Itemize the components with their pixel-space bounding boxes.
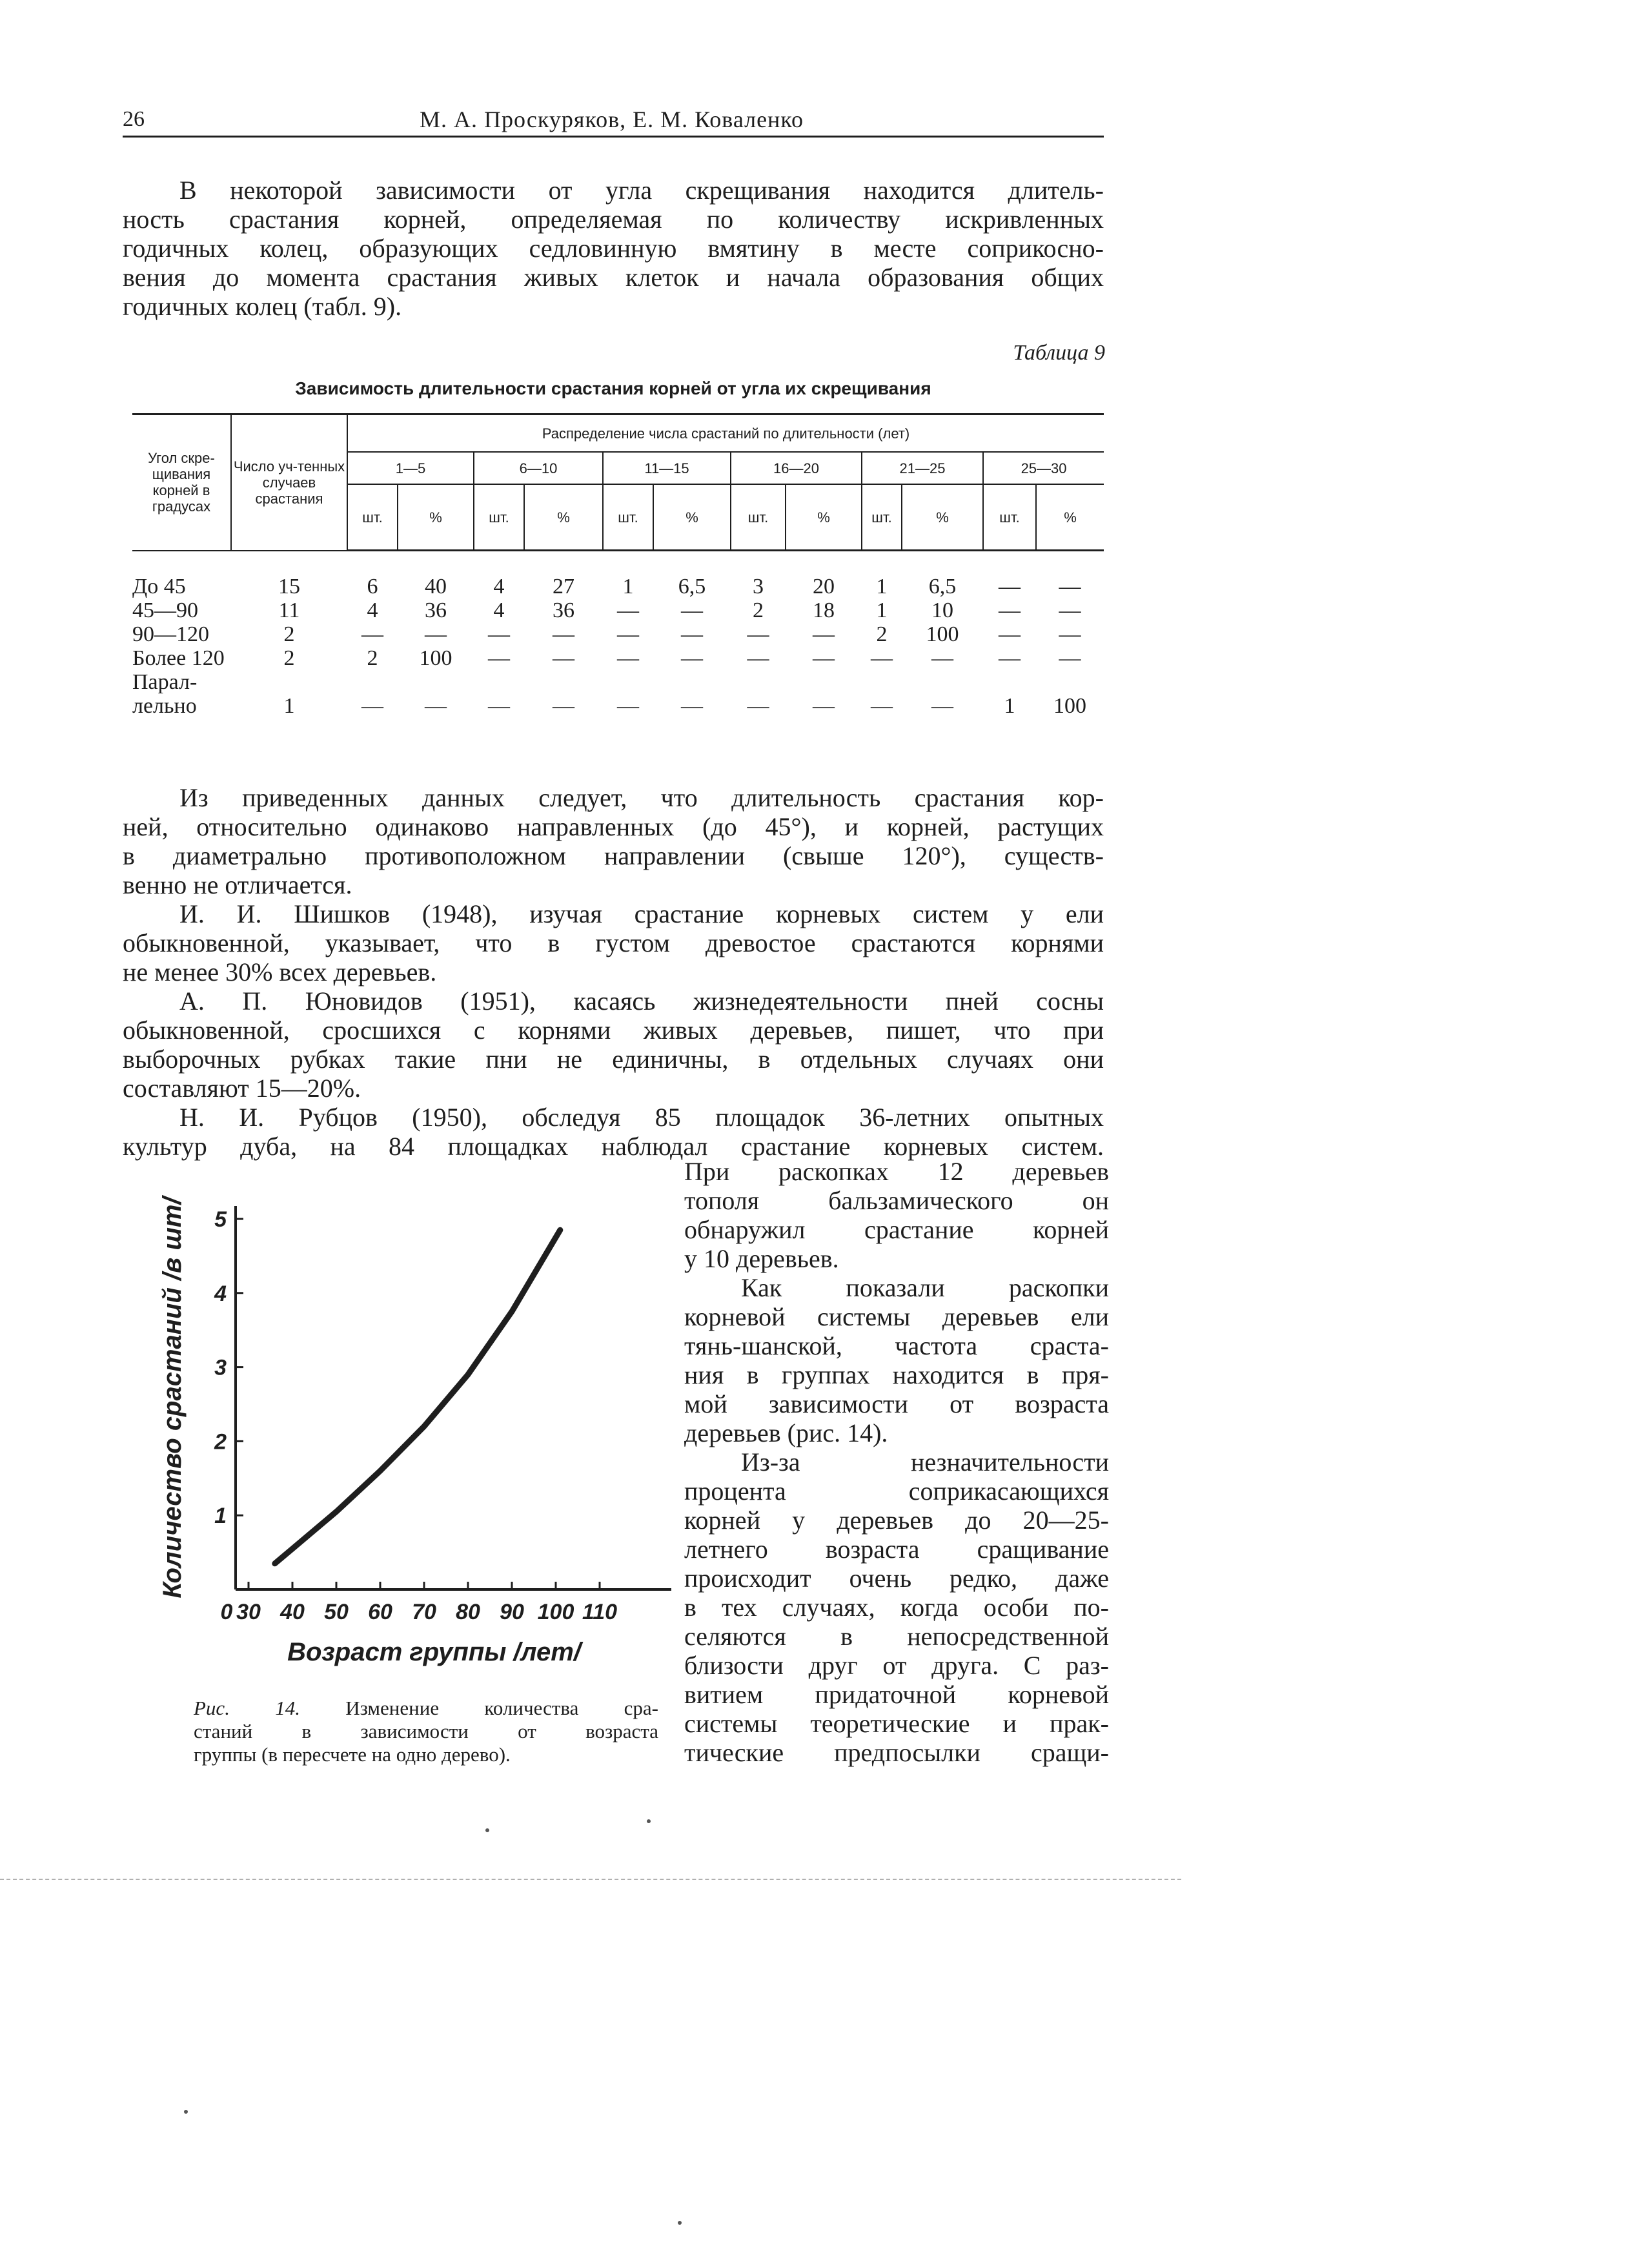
x-tick-label: 50 — [324, 1600, 349, 1624]
y-tick-label: 5 — [214, 1207, 227, 1232]
text-line: обыкновенной, указывает, что в густом древостое срастаются корнями — [123, 928, 1104, 957]
table-cell: 2 — [283, 646, 295, 670]
table-cell: — — [747, 622, 769, 646]
x-tick-label: 40 — [280, 1600, 305, 1624]
text-line: корней у деревьев до 20—25- — [684, 1506, 1109, 1535]
x-tick-label: 0 — [220, 1600, 233, 1624]
table-cell: — — [871, 646, 893, 670]
table-cell: — — [813, 646, 835, 670]
table-cell: 1 — [622, 575, 634, 598]
series-line — [275, 1230, 560, 1564]
caption-line: Изменение количества сра- — [345, 1697, 658, 1719]
text-line: А. П. Юновидов (1951), касаясь жизнедеятельности пней сосны — [179, 986, 1104, 1016]
text-line: не менее 30% всех деревьев. — [123, 957, 437, 986]
text-line: венно не отличается. — [123, 870, 352, 899]
table-cell: — — [931, 646, 953, 670]
table-cell: 36 — [553, 598, 574, 622]
table-cell: 20 — [813, 575, 835, 598]
y-tick-label: 2 — [214, 1429, 227, 1455]
table-cell: — — [425, 622, 447, 646]
side-column-text — [684, 1157, 1109, 1767]
table-row — [132, 670, 1104, 718]
x-tick-label: 80 — [456, 1600, 480, 1624]
header-unit-pcs: шт. — [862, 484, 902, 551]
table-cell: — — [681, 694, 703, 718]
text-line: близости друг от друга. С раз- — [684, 1651, 1109, 1680]
header-unit-pct: % — [398, 484, 474, 551]
x-tick-label: 30 — [236, 1600, 261, 1624]
header-unit-pct: % — [524, 484, 603, 551]
row-label: До 45 — [132, 575, 186, 598]
table-cell: 10 — [931, 598, 953, 622]
header-unit-pcs: шт. — [983, 484, 1036, 551]
header-rule — [123, 136, 1104, 138]
table-cell: 4 — [493, 575, 505, 598]
table-cell: 2 — [367, 646, 378, 670]
text-line: вения до момента срастания живых клеток и начала образования общих — [123, 263, 1104, 292]
text-line: корневой системы деревьев ели — [684, 1302, 1109, 1331]
table-cell: 1 — [876, 598, 888, 622]
table-cell: — — [1059, 598, 1081, 622]
header-range: 16—20 — [731, 452, 862, 484]
table-cell: 100 — [926, 622, 959, 646]
text-line: культур дуба, на 84 площадках наблюдал срастание корневых систем. — [123, 1132, 1104, 1161]
table-cell: 2 — [876, 622, 888, 646]
x-tick-label: 90 — [500, 1600, 524, 1624]
table-cell: — — [931, 694, 953, 718]
text-line: витием придаточной корневой — [684, 1680, 1109, 1709]
row-label: 90—120 — [132, 622, 209, 646]
table-cell: — — [999, 598, 1021, 622]
data-table — [132, 413, 1104, 718]
text-line: системы теоретические и прак- — [684, 1709, 1109, 1738]
table-cell: 6 — [367, 575, 378, 598]
table-cell: 1 — [1004, 694, 1015, 718]
table-label: Таблица 9 — [1013, 341, 1105, 365]
scan-speck — [647, 1819, 651, 1823]
figure-caption — [194, 1697, 658, 1766]
text-line: селяются в непосредственной — [684, 1622, 1109, 1651]
header-angle: Угол скре-щивания корней в градусах — [132, 414, 231, 551]
page-number: 26 — [123, 107, 145, 131]
text-line: выборочных рубках такие пни не единичны, в отдельных случаях они — [123, 1045, 1104, 1074]
table-cell: — — [488, 622, 510, 646]
table-cell: — — [1059, 622, 1081, 646]
text-line: годичных колец (табл. 9). — [123, 292, 402, 321]
table-cell: — — [617, 646, 639, 670]
table-cell: 11 — [278, 598, 300, 622]
chart-svg — [155, 1181, 697, 1672]
text-line: составляют 15—20%. — [123, 1074, 361, 1103]
table-cell: — — [871, 694, 893, 718]
x-tick-label: 110 — [582, 1600, 618, 1624]
text-line: мой зависимости от возраста — [684, 1389, 1109, 1418]
running-head: М. А. Проскуряков, Е. М. Коваленко — [420, 107, 804, 132]
text-line: ность срастания корней, определяемая по количеству искривленных — [123, 205, 1104, 234]
table-cell: 1 — [876, 575, 888, 598]
scan-speck — [485, 1828, 489, 1832]
y-tick-label: 4 — [214, 1281, 227, 1306]
table-cell: — — [813, 622, 835, 646]
table-cell: — — [617, 622, 639, 646]
header-unit-pcs: шт. — [731, 484, 786, 551]
text-line: ней, относительно одинаково направленных (до 45°), и корней, растущих — [123, 812, 1104, 841]
header-unit-pcs: шт. — [474, 484, 524, 551]
table-cell: — — [361, 694, 383, 718]
text-line: Из-за незначительности — [741, 1447, 1109, 1476]
text-line: При раскопках 12 деревьев — [684, 1157, 1109, 1186]
text-line: процента соприкасающихся — [684, 1476, 1109, 1506]
x-tick-label: 100 — [537, 1600, 574, 1624]
table-title: Зависимость длительности срастания корней от угла их скрещивания — [295, 378, 931, 398]
scan-speck — [678, 2221, 682, 2225]
table-cell: 6,5 — [928, 575, 957, 598]
header-unit-pcs: шт. — [347, 484, 398, 551]
table-cell: — — [681, 598, 703, 622]
text-line: Н. И. Рубцов (1950), обследуя 85 площадок 36-летних опытных — [179, 1103, 1104, 1132]
intro-paragraph — [123, 176, 1104, 321]
table-cell: 27 — [553, 575, 574, 598]
table-cell: 3 — [753, 575, 764, 598]
header-range: 25—30 — [983, 452, 1104, 484]
table-cell: — — [488, 694, 510, 718]
table-row — [132, 646, 1104, 670]
table-cell: — — [488, 646, 510, 670]
figure-label: Рис. 14. — [194, 1697, 300, 1719]
table-cell: — — [1059, 575, 1081, 598]
caption-line: группы (в пересчете на одно дерево). — [194, 1743, 511, 1766]
table-cell: 2 — [283, 622, 295, 646]
table-cell: — — [999, 575, 1021, 598]
table-cell: — — [617, 694, 639, 718]
header-range: 21—25 — [862, 452, 983, 484]
text-line: Из приведенных данных следует, что длительность срастания кор- — [179, 783, 1104, 812]
table-cell: — — [553, 694, 574, 718]
text-line: И. И. Шишков (1948), изучая срастание корневых систем у ели — [179, 899, 1104, 928]
table-cell: 100 — [419, 646, 452, 670]
table-cell: 4 — [493, 598, 505, 622]
row-label: Парал- лельно — [132, 670, 198, 718]
header-range: 11—15 — [603, 452, 731, 484]
text-line: тополя бальзамического он — [684, 1186, 1109, 1215]
text-line: тянь-шанской, частота сраста- — [684, 1331, 1109, 1360]
body-paragraphs — [123, 783, 1104, 1161]
table-row — [132, 575, 1104, 598]
table-cell: 1 — [283, 694, 295, 718]
table-cell: 15 — [278, 575, 300, 598]
header-range: 6—10 — [474, 452, 603, 484]
table-cell: — — [747, 646, 769, 670]
table-cell: — — [361, 622, 383, 646]
table-cell: — — [747, 694, 769, 718]
header-unit-pct: % — [653, 484, 731, 551]
x-axis-title: Возраст группы /лет/ — [287, 1638, 581, 1666]
table-cell: 40 — [425, 575, 447, 598]
text-line: у 10 деревьев. — [684, 1244, 839, 1273]
text-line: деревьев (рис. 14). — [684, 1418, 888, 1447]
text-line: летнего возраста сращивание — [684, 1535, 1109, 1564]
table-cell: — — [681, 622, 703, 646]
table-cell: — — [553, 646, 574, 670]
row-label: Более 120 — [132, 646, 225, 670]
text-line: обыкновенной, сросшихся с корнями живых деревьев, пишет, что при — [123, 1016, 1104, 1045]
table-cell: 6,5 — [678, 575, 706, 598]
table-cell: — — [813, 694, 835, 718]
table-cell: — — [681, 646, 703, 670]
text-line: в тех случаях, когда особи по- — [684, 1593, 1109, 1622]
header-distribution: Распределение числа срастаний по длительности (лет) — [347, 414, 1104, 453]
text-line: происходит очень редко, даже — [684, 1564, 1109, 1593]
text-line: тические предпосылки сращи- — [684, 1738, 1109, 1767]
x-tick-label: 60 — [368, 1600, 392, 1624]
caption-line: станий в зависимости от возраста — [194, 1720, 658, 1742]
y-tick-label: 3 — [214, 1355, 227, 1380]
table-cell: 36 — [425, 598, 447, 622]
table-cell: — — [617, 598, 639, 622]
scan-edge-line — [0, 1879, 1181, 1880]
table-row — [132, 622, 1104, 646]
text-line: обнаружил срастание корней — [684, 1215, 1109, 1244]
scan-speck — [184, 2110, 188, 2114]
header-unit-pct: % — [786, 484, 862, 551]
table-cell: 2 — [753, 598, 764, 622]
text-line: годичных колец, образующих седловинную вмятину в месте соприкосно- — [123, 234, 1104, 263]
table-cell: — — [553, 622, 574, 646]
header-range: 1—5 — [347, 452, 474, 484]
table-cell: — — [999, 622, 1021, 646]
text-line: ния в группах находится в пря- — [684, 1360, 1109, 1389]
x-tick-label: 70 — [412, 1600, 436, 1624]
text-line: В некоторой зависимости от угла скрещивания находится длитель- — [179, 176, 1104, 205]
y-tick-label: 1 — [214, 1504, 227, 1529]
text-line: в диаметрально противоположном направлении (свыше 120°), существ- — [123, 841, 1104, 870]
table-cell: — — [999, 646, 1021, 670]
y-axis-title: Количество срастаний /в шт/ — [158, 1197, 187, 1599]
header-unit-pcs: шт. — [603, 484, 653, 551]
table-cell: — — [425, 694, 447, 718]
figure-14-chart — [155, 1181, 697, 1672]
table-row — [132, 598, 1104, 622]
header-count: Число уч-тенных случаев срастания — [231, 414, 347, 551]
header-unit-pct: % — [902, 484, 983, 551]
table-cell: — — [1059, 646, 1081, 670]
table-cell: 100 — [1053, 694, 1087, 718]
header-unit-pct: % — [1036, 484, 1104, 551]
row-label: 45—90 — [132, 598, 198, 622]
table-cell: 4 — [367, 598, 378, 622]
text-line: Как показали раскопки — [741, 1273, 1109, 1302]
table-cell: 18 — [813, 598, 835, 622]
